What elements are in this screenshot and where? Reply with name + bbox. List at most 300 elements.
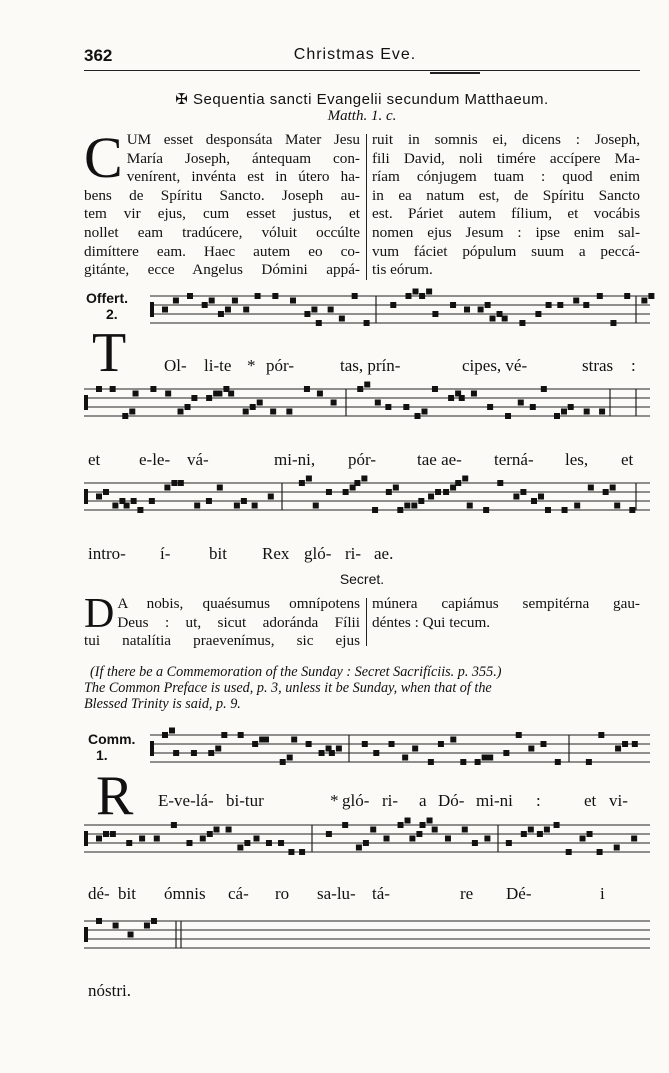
neume	[191, 750, 197, 756]
neume	[178, 480, 184, 486]
neume	[528, 746, 534, 752]
neume	[165, 391, 171, 397]
lyric-syllable: ri-	[345, 544, 362, 563]
neume	[169, 728, 175, 734]
neume	[531, 498, 537, 504]
neume	[356, 845, 362, 851]
neume	[202, 302, 208, 308]
neume	[557, 302, 563, 308]
neume	[467, 503, 473, 509]
text-line: ríam cónjugem tuam : quod enim	[372, 168, 640, 186]
neume	[96, 386, 102, 392]
neume	[580, 836, 586, 842]
neume	[521, 831, 527, 837]
neume	[506, 840, 512, 846]
lyric-syllable: ro	[275, 884, 290, 903]
text-line: ruit in somnis ei, dicens : Joseph,	[372, 131, 640, 148]
neume	[364, 320, 370, 326]
neume	[471, 391, 477, 397]
neume	[398, 822, 404, 828]
neume	[206, 395, 212, 401]
neume	[311, 307, 317, 313]
lyric-syllable: intro-	[88, 544, 126, 563]
column-divider	[366, 598, 367, 646]
neume	[250, 404, 256, 410]
neume	[632, 741, 638, 747]
text-line: múnera capiámus sempitérna gau-	[372, 595, 640, 612]
clef-mark	[84, 395, 88, 410]
neume	[448, 395, 454, 401]
neume	[243, 409, 249, 415]
offertory-label: Offert.	[86, 290, 128, 306]
lyric-syllable: li-te	[204, 356, 232, 375]
neume	[263, 737, 269, 743]
neume	[445, 836, 451, 842]
neume	[186, 840, 192, 846]
neume	[306, 476, 312, 482]
secret-initial: D	[84, 591, 115, 637]
neume	[435, 489, 441, 495]
neume	[610, 485, 616, 491]
neume	[432, 386, 438, 392]
neume	[384, 836, 390, 842]
lyric-syllable: bit	[209, 544, 227, 563]
neume	[122, 413, 128, 419]
neume	[299, 480, 305, 486]
neume	[149, 498, 155, 504]
neume	[272, 293, 278, 299]
neume	[255, 293, 261, 299]
neume	[641, 298, 647, 304]
neume	[96, 918, 102, 924]
neume	[535, 311, 541, 317]
neume	[268, 494, 274, 500]
neume	[544, 827, 550, 833]
neume	[238, 732, 244, 738]
neume	[288, 849, 294, 855]
neume	[185, 404, 191, 410]
neume	[110, 386, 116, 392]
lyric-syllable: *	[247, 356, 256, 375]
neume	[389, 741, 395, 747]
neume	[173, 750, 179, 756]
neume	[252, 503, 258, 509]
neume	[530, 404, 536, 410]
text-line: bens de Spíritu Sancto. Joseph au-	[84, 186, 360, 204]
lyric-syllable: vi-	[609, 791, 628, 810]
neume	[450, 302, 456, 308]
lyric-syllable: ri-	[382, 791, 399, 810]
neume	[624, 293, 630, 299]
neume	[599, 409, 605, 415]
lyric-syllable: :	[631, 356, 636, 375]
neume	[234, 503, 240, 509]
neume	[228, 391, 234, 397]
neume	[490, 316, 496, 322]
neume	[475, 759, 481, 765]
text-line: venírent, invénta est in útero ha-	[126, 168, 360, 186]
neume	[218, 311, 224, 317]
text-line: María Joseph, ántequam con-	[126, 149, 360, 167]
lyric-syllable: :	[536, 791, 541, 810]
neume	[541, 386, 547, 392]
neume	[363, 840, 369, 846]
neume	[432, 311, 438, 317]
neume	[194, 503, 200, 509]
neume	[518, 400, 524, 406]
neume	[540, 741, 546, 747]
neume	[622, 741, 628, 747]
neume	[144, 923, 150, 929]
neume	[615, 746, 621, 752]
lyric-syllable: í-	[160, 544, 171, 563]
note-line: (If there be a Commemoration of the Sunday : Secret Sacrifíciis. p. 355.)	[90, 664, 502, 680]
neume	[319, 750, 325, 756]
neume	[614, 845, 620, 851]
neume	[103, 489, 109, 495]
communion-mode: 1.	[96, 747, 108, 763]
neume	[342, 822, 348, 828]
neume	[200, 836, 206, 842]
neume	[128, 932, 134, 938]
neume	[487, 404, 493, 410]
neume	[133, 391, 139, 397]
neume	[574, 503, 580, 509]
neume	[304, 386, 310, 392]
neume	[354, 480, 360, 486]
neume	[416, 831, 422, 837]
neume	[362, 741, 368, 747]
lyric-syllable: nóstri.	[88, 981, 131, 1000]
lyric-syllable: sa-lu-	[317, 884, 356, 903]
lyric-syllable: bit	[118, 884, 136, 903]
neume	[406, 293, 412, 299]
clef-mark	[84, 831, 88, 846]
neume	[326, 831, 332, 837]
text-line: tui natalítia praevenímus, sic ejus	[84, 632, 360, 650]
neume	[162, 307, 168, 313]
text-line: A nobis, quaésumus omnípotens	[117, 595, 360, 612]
neume	[402, 755, 408, 761]
neume	[352, 293, 358, 299]
neume	[257, 400, 263, 406]
text-line: fili David, noli timére accípere Ma-	[372, 149, 640, 167]
lyric-syllable: terná-	[494, 450, 534, 469]
neume	[361, 476, 367, 482]
lyric-syllable: pór-	[348, 450, 376, 469]
neume	[505, 413, 511, 419]
lyric-syllable: cá-	[228, 884, 249, 903]
neume	[329, 750, 335, 756]
text-line: nomen ejus Jesum : ipse enim sal-	[372, 223, 640, 241]
text-line: est. Páriet autem fílium, et vocábis	[372, 205, 640, 223]
neume	[139, 836, 145, 842]
neume	[306, 741, 312, 747]
neume	[519, 320, 525, 326]
neume	[438, 741, 444, 747]
neume	[372, 507, 378, 513]
lyric-syllable: mi-ni,	[274, 450, 316, 469]
neume	[221, 732, 227, 738]
neume	[164, 485, 170, 491]
text-line: dimíttere eam. Haec autem eo co-	[84, 242, 360, 260]
neume	[213, 827, 219, 833]
neume	[278, 840, 284, 846]
lyric-syllable: et	[621, 450, 634, 469]
lyric-syllable: tá-	[372, 884, 390, 903]
neume	[562, 507, 568, 513]
neume	[331, 400, 337, 406]
neume	[313, 503, 319, 509]
neume	[129, 409, 135, 415]
neume	[420, 822, 426, 828]
neume	[566, 849, 572, 855]
neume	[418, 498, 424, 504]
neume	[568, 404, 574, 410]
lyric-syllable: cipes, vé-	[462, 356, 528, 375]
lyric-syllable: Dé-	[506, 884, 532, 903]
neume	[209, 298, 215, 304]
neume	[415, 413, 421, 419]
neume	[432, 827, 438, 833]
communion-label: Comm.	[88, 731, 136, 747]
neume	[226, 827, 232, 833]
neume	[516, 732, 522, 738]
neume	[450, 737, 456, 743]
lyric-syllable: dé-	[88, 884, 110, 903]
neume	[561, 409, 567, 415]
neume	[103, 831, 109, 837]
neume	[545, 507, 551, 513]
neume	[357, 386, 363, 392]
neume	[455, 480, 461, 486]
neume	[404, 503, 410, 509]
neume	[299, 849, 305, 855]
neume	[336, 746, 342, 752]
neume	[597, 293, 603, 299]
neume	[614, 503, 620, 509]
neume	[328, 307, 334, 313]
lyric-syllable: Rex	[262, 544, 290, 563]
text-line: tem vir ejus, cum esset justus, et	[84, 205, 360, 223]
page-title: Christmas Eve.	[293, 46, 417, 63]
neume	[513, 494, 519, 500]
text-line: nollet eam tradúcere, vóluit occúlte	[84, 223, 360, 241]
note-line: Blessed Trinity is said, p. 9.	[84, 696, 241, 712]
lyric-syllable: re	[460, 884, 474, 903]
lyric-syllable: ómnis	[164, 884, 206, 903]
neume	[317, 391, 323, 397]
neume	[555, 759, 561, 765]
neume	[126, 840, 132, 846]
neume	[316, 320, 322, 326]
offertory-initial: T	[92, 322, 127, 384]
text-line: vum fáciet pópulum suum a peccá-	[372, 242, 640, 260]
neume	[397, 507, 403, 513]
neume	[528, 827, 534, 833]
neume	[482, 755, 488, 761]
neume	[96, 494, 102, 500]
neume	[462, 827, 468, 833]
lyric-syllable: Dó-	[438, 791, 465, 810]
neume	[326, 489, 332, 495]
lyric-syllable: stras	[582, 356, 614, 375]
neume	[191, 395, 197, 401]
neume	[462, 476, 468, 482]
neume	[171, 480, 177, 486]
neume	[241, 498, 247, 504]
neume	[610, 320, 616, 326]
neume	[403, 404, 409, 410]
neume	[270, 409, 276, 415]
secret-right-column	[372, 595, 640, 632]
neume	[215, 746, 221, 752]
neume	[460, 759, 466, 765]
communion-initial: R	[96, 765, 134, 827]
neume	[385, 404, 391, 410]
lyric-syllable: pór-	[266, 356, 294, 375]
neume	[137, 507, 143, 513]
text-line: in ea natum est, de Spíritu Sancto	[372, 186, 640, 204]
neume	[386, 489, 392, 495]
neume	[237, 845, 243, 851]
neume	[587, 831, 593, 837]
neume	[586, 759, 592, 765]
neume	[464, 307, 470, 313]
gospel-heading: ✠ Sequentia sancti Evangelii secundum Matthaeum.	[175, 91, 549, 108]
neume	[232, 298, 238, 304]
neume	[171, 822, 177, 828]
neume	[537, 831, 543, 837]
lyric-syllable: bi-tur	[226, 791, 264, 810]
neume	[113, 923, 119, 929]
neume	[412, 746, 418, 752]
neume	[370, 827, 376, 833]
lyric-syllable: e-le-	[139, 450, 171, 469]
lyric-syllable: vá-	[187, 450, 209, 469]
neume	[206, 498, 212, 504]
neume	[497, 480, 503, 486]
neume	[393, 485, 399, 491]
neume	[503, 750, 509, 756]
lyric-syllable: gló-	[342, 791, 370, 810]
neume	[450, 485, 456, 491]
neume	[124, 503, 130, 509]
offertory-mode: 2.	[106, 306, 118, 322]
neume	[252, 741, 258, 747]
neume	[520, 489, 526, 495]
neume	[502, 316, 508, 322]
neume	[375, 400, 381, 406]
neume	[478, 307, 484, 313]
neume	[208, 750, 214, 756]
neume	[112, 503, 118, 509]
neume	[187, 293, 193, 299]
neume	[216, 391, 222, 397]
neume	[422, 409, 428, 415]
neume	[243, 307, 249, 313]
neume	[546, 302, 552, 308]
neume	[339, 316, 345, 322]
neume	[583, 302, 589, 308]
gospel-reference: Matth. 1. c.	[327, 108, 397, 124]
page-number: 362	[84, 46, 113, 65]
neume	[629, 507, 635, 513]
neume	[364, 382, 370, 388]
neume	[225, 307, 231, 313]
neume	[428, 494, 434, 500]
neume	[427, 818, 433, 824]
lyric-syllable: a	[419, 791, 427, 810]
lyric-syllable: i	[600, 884, 605, 903]
neume	[390, 302, 396, 308]
neume	[631, 836, 637, 842]
neume	[373, 750, 379, 756]
neume	[484, 836, 490, 842]
neume	[207, 831, 213, 837]
neume	[497, 311, 503, 317]
neume	[487, 755, 493, 761]
neume	[603, 489, 609, 495]
lyric-syllable: les,	[565, 450, 589, 469]
neume	[573, 298, 579, 304]
neume	[304, 311, 310, 317]
neume	[648, 293, 654, 299]
neume	[554, 822, 560, 828]
lyric-syllable: tas, prín-	[340, 356, 401, 375]
neume	[459, 395, 465, 401]
neume	[286, 409, 292, 415]
neume	[584, 409, 590, 415]
neume	[472, 840, 478, 846]
neume	[173, 298, 179, 304]
lyric-syllable: tae ae-	[417, 450, 462, 469]
neume	[244, 840, 250, 846]
clef-mark	[84, 927, 88, 942]
neume	[588, 485, 594, 491]
neume	[162, 732, 168, 738]
lyric-syllable: et	[88, 450, 101, 469]
neume	[554, 413, 560, 419]
lyric-syllable: ae.	[374, 544, 394, 563]
lyric-syllable: E-ve-lá-	[158, 791, 214, 810]
neume	[411, 503, 417, 509]
neume	[485, 302, 491, 308]
rubric-note	[84, 664, 640, 712]
clef-mark	[84, 489, 88, 504]
neume	[405, 818, 411, 824]
neume	[253, 836, 259, 842]
text-line: déntes : Qui tecum.	[372, 613, 491, 631]
neume	[287, 755, 293, 761]
text-line: tis eórum.	[372, 261, 433, 279]
neume	[291, 737, 297, 743]
text-line: UM esset desponsáta Mater Jesu	[126, 131, 360, 148]
lyric-syllable: *	[330, 791, 339, 810]
neume	[131, 498, 137, 504]
gospel-initial: C	[84, 125, 123, 190]
clef-mark	[150, 741, 154, 756]
neume	[96, 836, 102, 842]
neume	[597, 849, 603, 855]
neume	[428, 759, 434, 765]
clef-mark	[150, 302, 154, 317]
neume	[538, 494, 544, 500]
secret-left-column	[84, 591, 360, 651]
text-line: Deus : ut, sicut adoránda Fílii	[117, 613, 360, 631]
neume	[266, 840, 272, 846]
neume	[154, 836, 160, 842]
